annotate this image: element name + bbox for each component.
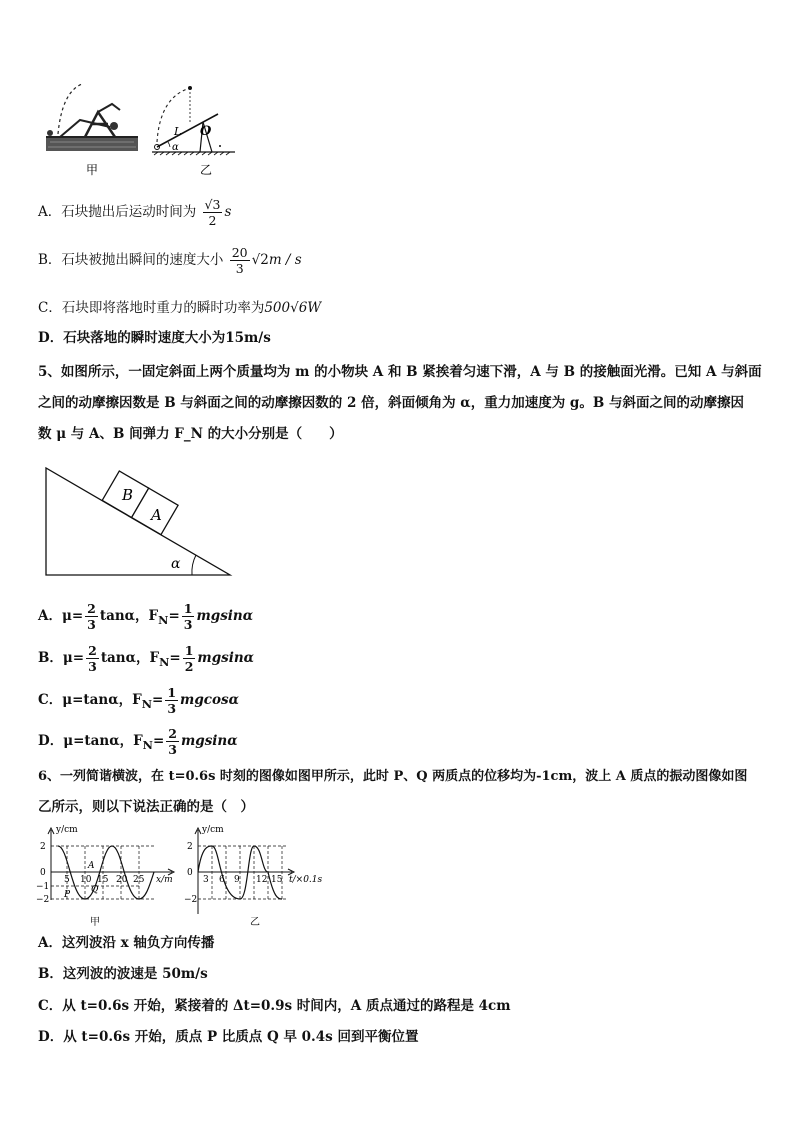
- label-alpha-top: α: [172, 142, 179, 153]
- ylabel-yi: y/cm: [202, 825, 224, 835]
- point-A: A: [88, 861, 95, 871]
- ytick-jia-neg1: −1: [36, 882, 50, 892]
- q5-stem-line2: 之间的动摩擦因数是 B 与斜面之间的动摩擦因数的 2 倍，斜面倾角为 α，重力加速度为 g。B 与斜面之间的动摩擦因: [38, 395, 744, 411]
- vibration-graph-yi: [184, 824, 344, 930]
- q5-stem-line3: 数 μ 与 A、B 间弹力 F_N 的大小分别是（ ）: [38, 426, 343, 442]
- q6-stem-line1: 6、一列简谐横波，在 t=0.6s 时刻的图像如图甲所示，此时 P、Q 两质点的位移均为-1cm，波上 A 质点的振动图像如图: [38, 769, 748, 784]
- catapult-schematic: [152, 86, 235, 155]
- xlabel-jia: x/m: [156, 875, 173, 885]
- catapult-picture: [46, 84, 138, 151]
- xtick-yi-15: 15: [271, 875, 283, 885]
- xtick-yi-3: 3: [203, 875, 209, 885]
- label-jia: 甲: [86, 163, 99, 177]
- q4-option-d: D．石块落地的瞬时速度大小为15m/s: [38, 330, 271, 346]
- ylabel-jia: y/cm: [56, 825, 78, 835]
- label-yi: 乙: [200, 163, 213, 177]
- caption-jia: 甲: [90, 917, 100, 928]
- xtick-yi-9: 9: [234, 875, 240, 885]
- wave-graph-jia: [36, 824, 181, 930]
- label-L: L: [174, 125, 182, 138]
- q6-option-d: D．从 t=0.6s 开始，质点 P 比质点 Q 早 0.4s 回到平衡位置: [38, 1029, 419, 1045]
- label-O: O: [200, 124, 212, 139]
- q5-option-d: D．μ=tanα，$F_N=$ $\frac{2}{3}$ mgsinα: [38, 726, 238, 758]
- label-alpha-incline: α: [171, 556, 181, 572]
- q6-option-a: A．这列波沿 x 轴负方向传播: [38, 935, 215, 951]
- q4-option-b: B．石块被抛出瞬间的速度大小 $\frac{20}{3}$ √2m / s: [38, 245, 302, 277]
- ytick-yi-neg2: −2: [184, 895, 198, 905]
- ytick-jia-neg2: −2: [36, 895, 50, 905]
- xtick-jia-20: 20: [116, 875, 128, 885]
- label-block-a: A: [151, 506, 162, 524]
- q6-option-c: C．从 t=0.6s 开始，紧接着的 Δt=0.9s 时间内，A 质点通过的路程是 4cm: [38, 998, 511, 1014]
- q4-option-c: C．石块即将落地时重力的瞬时功率为500√6W: [38, 300, 322, 316]
- q6-stem-line2: 乙所示，则以下说法正确的是（ ）: [38, 799, 254, 815]
- catapult-figure: [40, 82, 250, 180]
- q4-option-a-text: A．石块抛出后运动时间为: [38, 204, 197, 221]
- ytick-yi-0: 0: [187, 868, 193, 878]
- q4-option-a: A．石块抛出后运动时间为 $\frac{√3}{2}$ s: [38, 197, 232, 229]
- xtick-jia-5: 5: [64, 875, 70, 885]
- xlabel-yi: t/×0.1s: [289, 875, 323, 885]
- ytick-yi-2: 2: [187, 842, 193, 852]
- q6-option-b: B．这列波的波速是 50m/s: [38, 966, 208, 982]
- fraction: $\frac{20}{3}$: [231, 245, 248, 277]
- point-Q: Q: [91, 885, 99, 895]
- incline-figure: [40, 462, 240, 582]
- ytick-jia-2: 2: [40, 842, 46, 852]
- q5-option-b: B．μ= $\frac{2}{3}$ tanα，$F_N=$ $\frac{1}{2}$ mgsinα: [38, 643, 255, 675]
- fraction: $\frac{√3}{2}$: [204, 197, 221, 229]
- q5-option-c: C．μ=tanα，$F_N=$ $\frac{1}{3}$ mgcosα: [38, 685, 239, 717]
- q5-stem-line1: 5、如图所示，一固定斜面上两个质量均为 m 的小物块 A 和 B 紧挨着匀速下滑，A 与 B 的接触面光滑。已知 A 与斜面: [38, 364, 762, 380]
- xtick-jia-15: 15: [97, 875, 109, 885]
- point-P: P: [64, 890, 71, 900]
- q5-option-a: A．μ= $\frac{2}{3}$ tanα，$F_N=$ $\frac{1}{3}$ mgsinα: [38, 601, 254, 633]
- ytick-jia-0: 0: [40, 868, 46, 878]
- xtick-jia-25: 25: [133, 875, 145, 885]
- xtick-yi-6: 6: [219, 875, 225, 885]
- label-block-b: B: [122, 486, 134, 504]
- xtick-jia-10: 10: [80, 875, 92, 885]
- xtick-yi-12: 12: [256, 875, 268, 885]
- caption-yi: 乙: [250, 917, 260, 928]
